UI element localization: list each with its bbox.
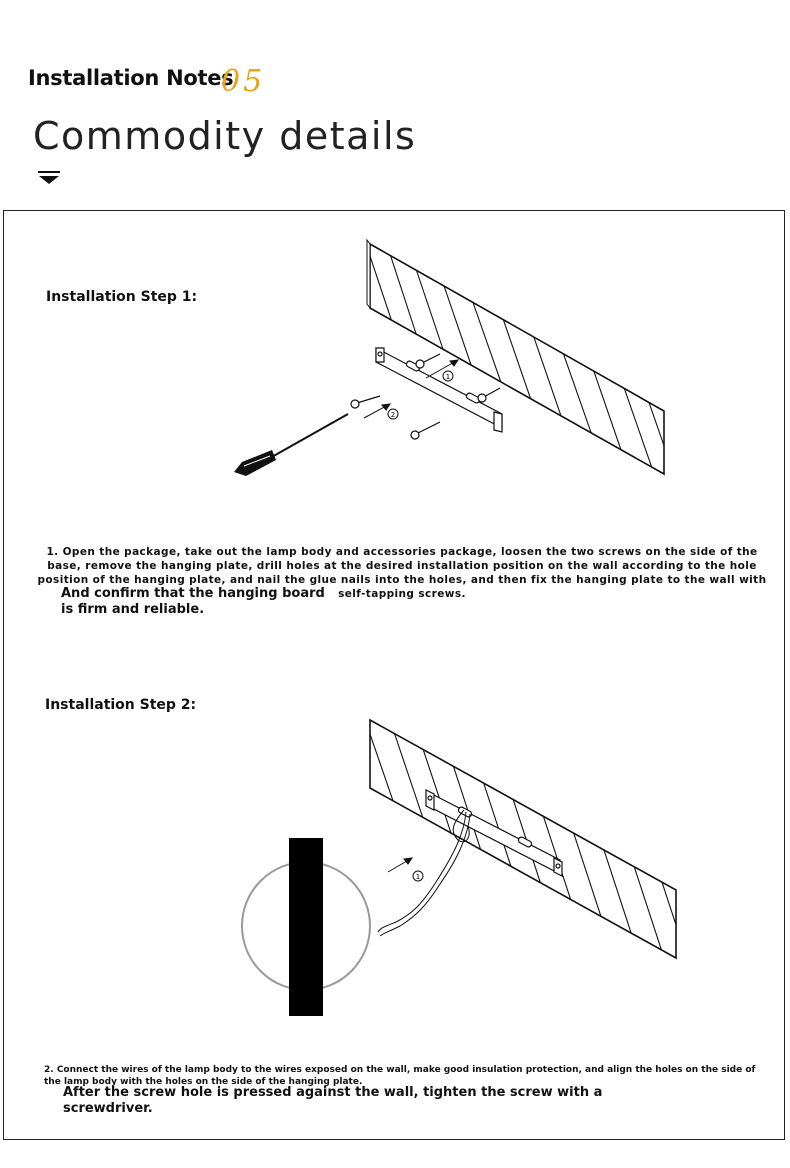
header-title: Installation Notes xyxy=(28,66,234,90)
step1-marker-1 xyxy=(443,371,453,381)
step2-note xyxy=(63,1085,602,1117)
step1-diagram xyxy=(230,236,670,486)
step1-title: Installation Step 1: xyxy=(46,289,198,305)
hanging-plate xyxy=(376,348,502,432)
svg-text:1: 1 xyxy=(415,873,421,881)
lamp-illustration xyxy=(242,838,370,1016)
page-subtitle: Commodity details xyxy=(33,114,417,158)
svg-text:2: 2 xyxy=(390,411,396,419)
step2-note-line2: screwdriver. xyxy=(63,1101,153,1116)
header-number: 05 xyxy=(221,64,266,99)
step1-note xyxy=(61,586,325,618)
hanging-plate xyxy=(426,790,562,876)
screwdriver-icon xyxy=(234,414,348,476)
step2-note-line1: After the screw hole is pressed against the wall, tighten the screw with a xyxy=(63,1085,603,1100)
step1-note-line2: is firm and reliable. xyxy=(61,602,205,617)
step1-description: 1. Open the package, take out the lamp body and accessories package, loosen the two screws on the side of the base, remove the hanging plate, drill holes at the desired installation position on the wall according to the hole position of the hanging plate, and nail the glue nails into the holes, and then fix the hanging plate to the wall with self-tapping screws. xyxy=(37,546,767,600)
step2-marker-1 xyxy=(413,871,423,881)
step1-marker-2 xyxy=(388,409,398,419)
step2-title: Installation Step 2: xyxy=(45,697,197,713)
svg-text:1: 1 xyxy=(445,373,451,381)
step2-diagram xyxy=(236,714,682,1020)
wires xyxy=(378,810,470,936)
step1-note-line1: And confirm that the hanging board xyxy=(61,586,325,601)
step2-description: 2. Connect the wires of the lamp body to the wires exposed on the wall, make good insulation protection, and align the holes on the side of the lamp body with the holes on the side of the hanging plate. xyxy=(44,1065,756,1087)
double-chevron-down-icon xyxy=(38,170,60,186)
